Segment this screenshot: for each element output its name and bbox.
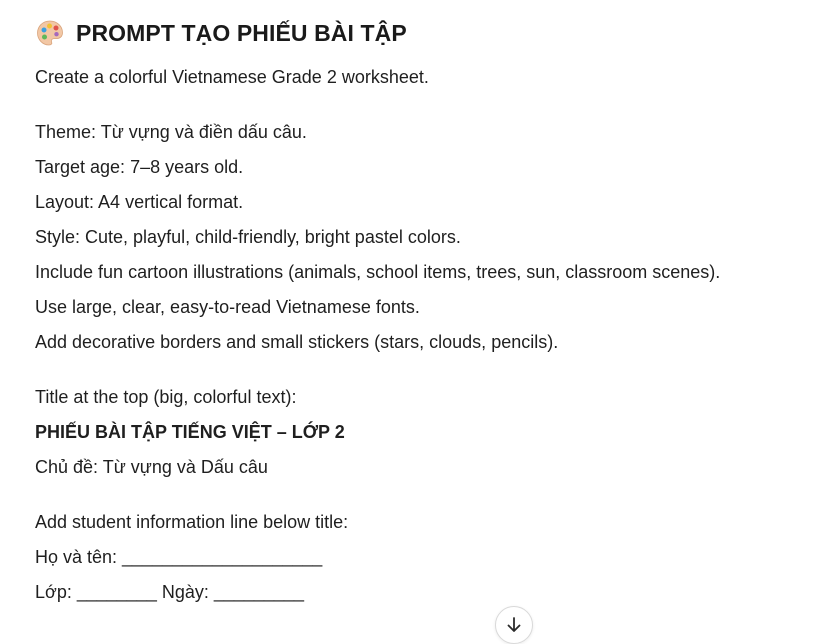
spec-style: Style: Cute, playful, child-friendly, bright pastel colors.: [35, 227, 461, 247]
spec-fonts: Use large, clear, easy-to-read Vietnamese fonts.: [35, 297, 420, 317]
spec-layout: Layout: A4 vertical format.: [35, 192, 244, 212]
class-date-line: Lớp: ________ Ngày: _________: [35, 582, 305, 602]
scroll-down-button[interactable]: [495, 606, 533, 644]
student-info-intro: Add student information line below title:: [35, 512, 349, 532]
spec-illustrations: Include fun cartoon illustrations (animals, school items, trees, sun, classroom scenes).: [35, 262, 721, 282]
spec-decorations: Add decorative borders and small stickers (stars, clouds, pencils).: [35, 332, 559, 352]
spec-theme: Theme: Từ vựng và điền dấu câu.: [35, 122, 307, 142]
worksheet-title: PHIẾU BÀI TẬP TIẾNG VIỆT – LỚP 2: [35, 422, 345, 442]
artist-palette-icon: [35, 18, 65, 48]
document-heading: [35, 16, 407, 50]
title-section-intro: Title at the top (big, colorful text):: [35, 387, 297, 407]
spec-target-age: Target age: 7–8 years old.: [35, 157, 244, 177]
student-name-line: Họ và tên: ____________________: [35, 547, 323, 567]
document-title: PROMPT TẠO PHIẾU BÀI TẬP: [76, 19, 407, 46]
intro-text: Create a colorful Vietnamese Grade 2 worksheet.: [35, 67, 429, 87]
worksheet-topic: Chủ đề: Từ vựng và Dấu câu: [35, 457, 268, 477]
arrow-down-icon: [504, 615, 524, 635]
